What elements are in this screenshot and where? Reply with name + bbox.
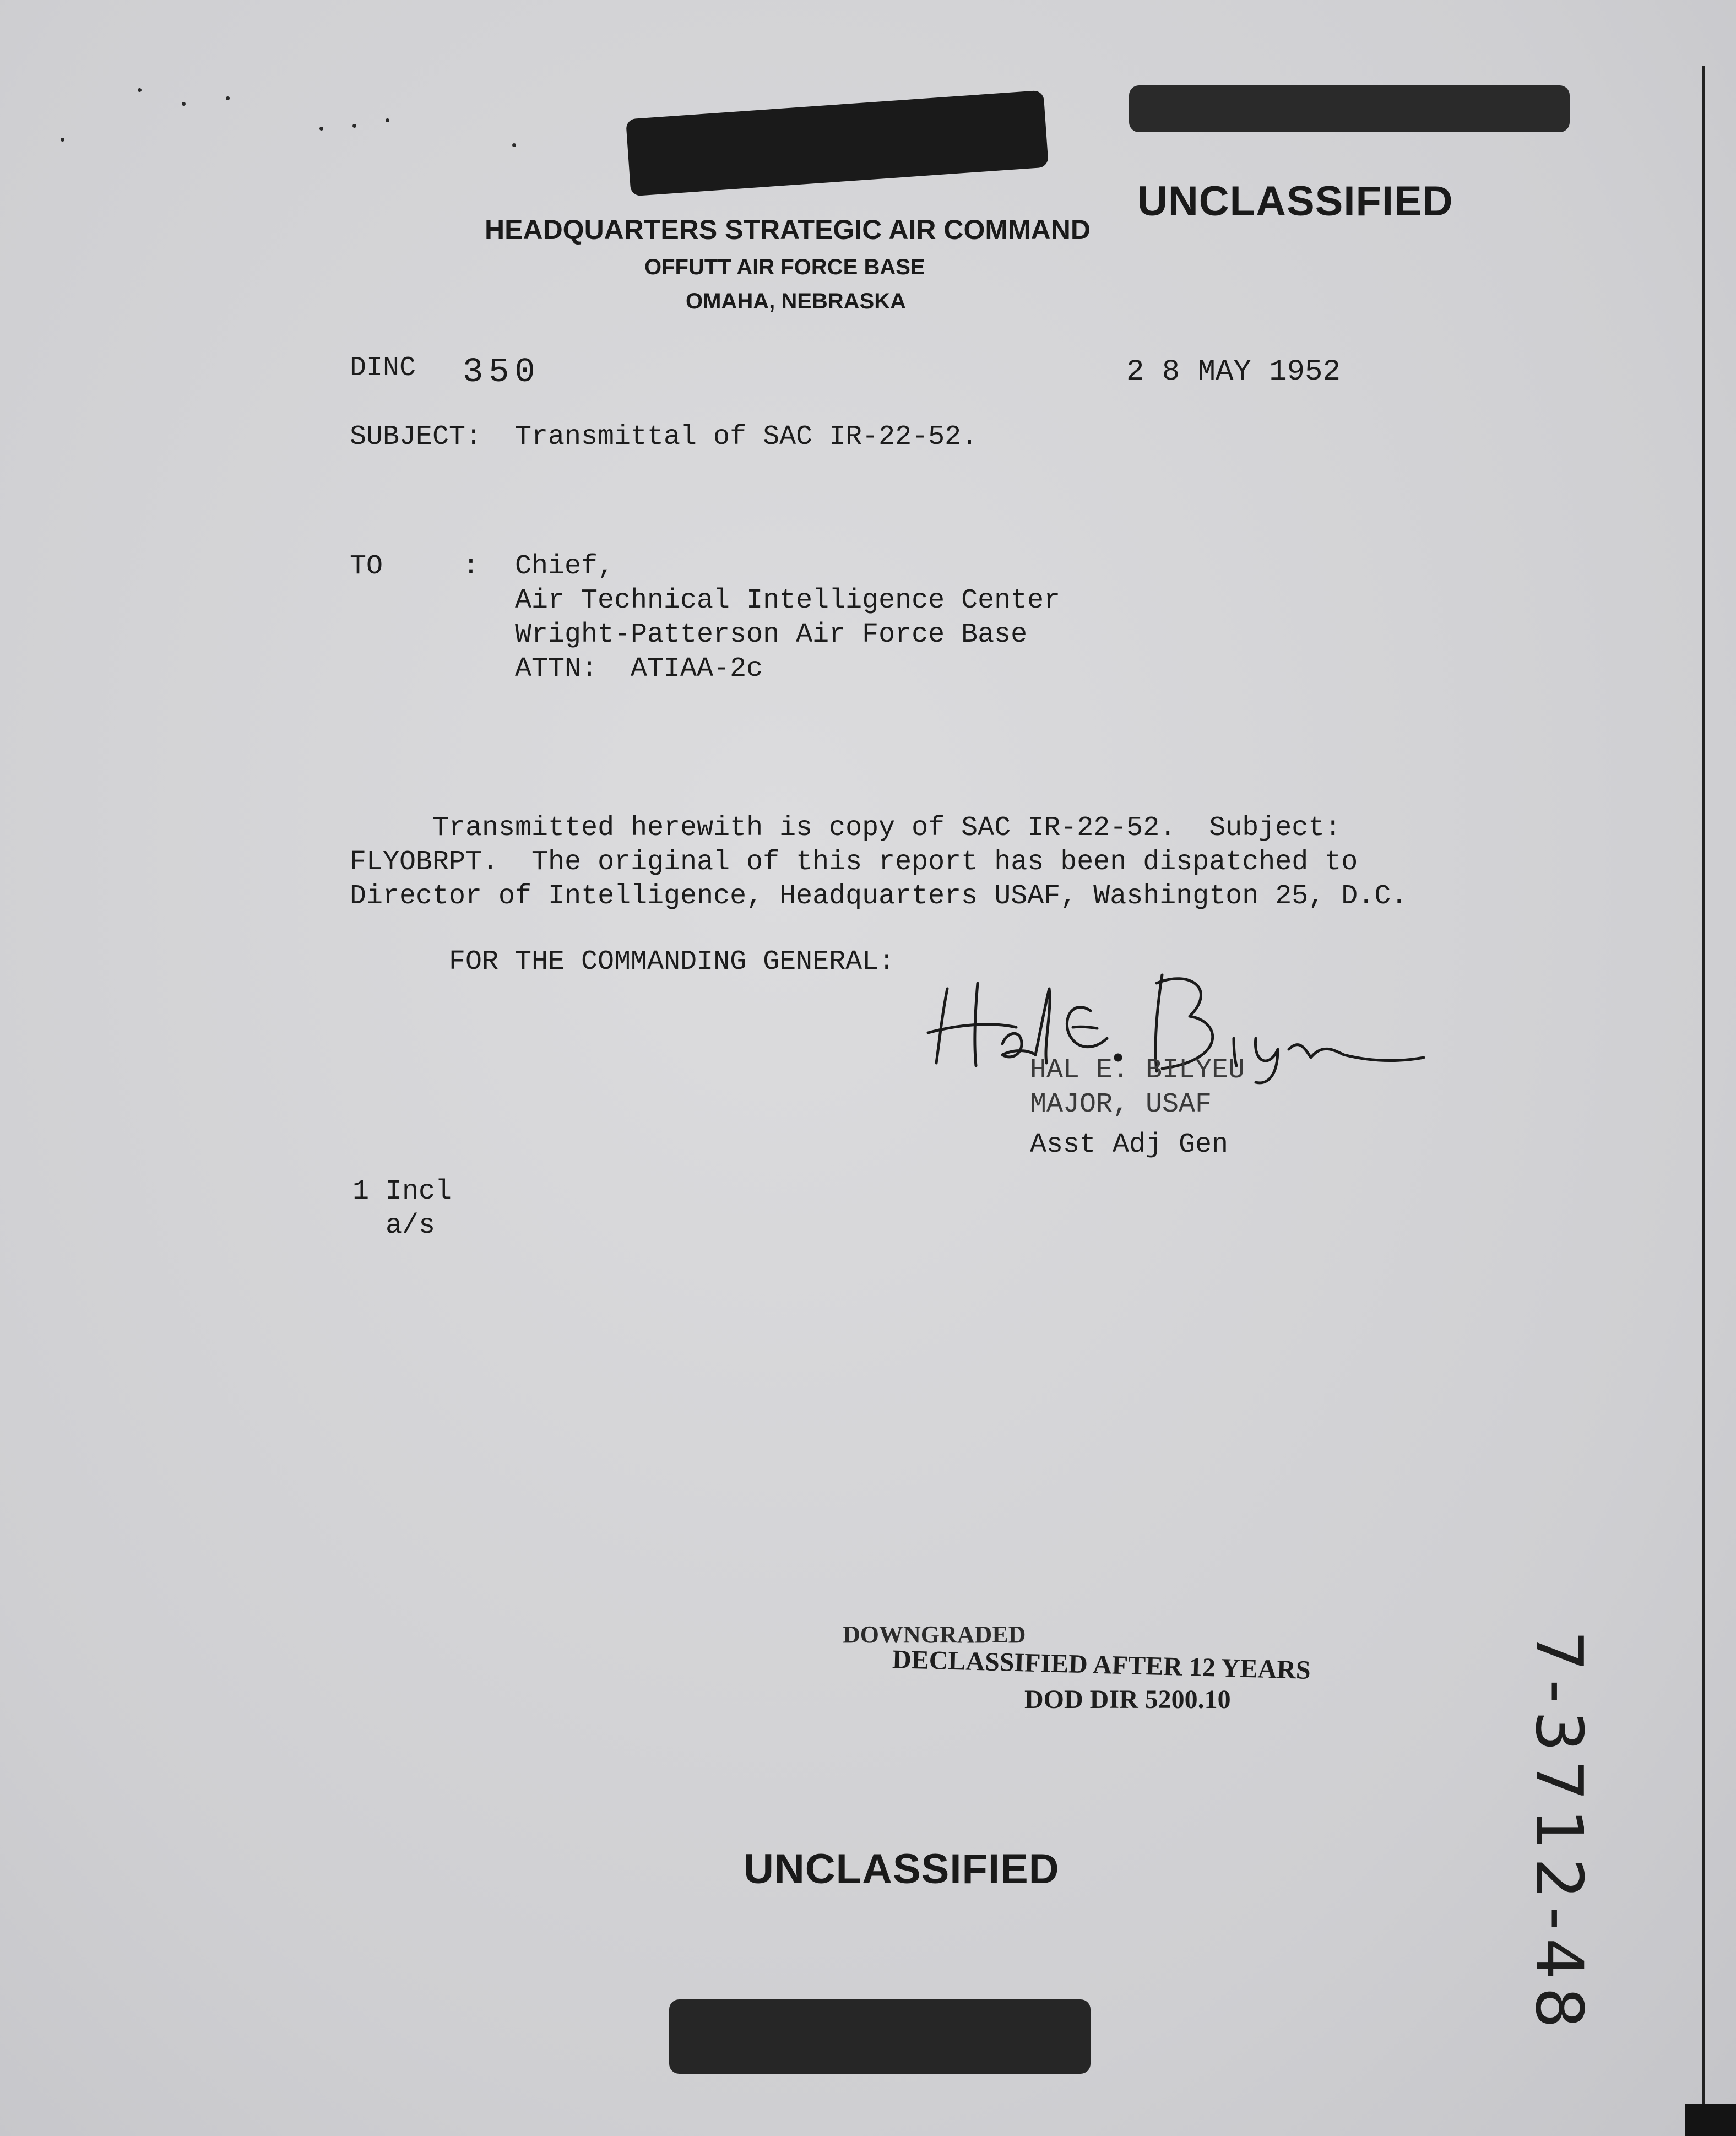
to-line: Chief, (515, 551, 615, 582)
scan-corner (1685, 2104, 1736, 2136)
signature-name: HAL E. BILYEU (1030, 1055, 1245, 1086)
downgrade-stamp-line1: DOWNGRADED (843, 1621, 1026, 1648)
speck (61, 138, 64, 142)
signature-title: Asst Adj Gen (1030, 1129, 1229, 1161)
letterhead-line3: OMAHA, NEBRASKA (686, 289, 906, 313)
signature-rank: MAJOR, USAF (1030, 1089, 1212, 1120)
speck (352, 124, 356, 128)
speck (512, 143, 516, 147)
to-separator: : (463, 551, 480, 582)
body-line: FLYOBRPT. The original of this report has been dispatched to (350, 847, 1358, 878)
letterhead-line2: OFFUTT AIR FORCE BASE (644, 255, 925, 279)
speck (138, 88, 142, 92)
body-line: Director of Intelligence, Headquarters USAF, Washington 25, D.C. (350, 881, 1408, 912)
to-line: Wright-Patterson Air Force Base (515, 619, 1028, 650)
body-line: Transmitted herewith is copy of SAC IR-22-52. Subject: (350, 812, 1342, 844)
enclosure-line: a/s (386, 1210, 436, 1242)
file-code: DINC (350, 353, 416, 384)
speck (226, 96, 230, 100)
downgrade-stamp-line3: DOD DIR 5200.10 (1024, 1685, 1231, 1714)
redaction-bar-bottom (669, 1999, 1091, 2074)
subject-text: Transmittal of SAC IR-22-52. (515, 421, 978, 453)
speck (386, 118, 389, 122)
closing-line: FOR THE COMMANDING GENERAL: (449, 946, 896, 978)
to-label: TO (350, 551, 383, 582)
speck (182, 102, 186, 106)
to-line: ATTN: ATIAA-2c (515, 653, 763, 685)
subject-label: SUBJECT: (350, 421, 482, 453)
margin-file-number: 7-3712-48 (1521, 1630, 1597, 2036)
file-number: 350 (463, 353, 541, 392)
classification-stamp-top: UNCLASSIFIED (1137, 178, 1453, 225)
downgrade-stamp-line2: DECLASSIFIED AFTER 12 YEARS (892, 1645, 1311, 1685)
date-stamp: 2 8 MAY 1952 (1126, 355, 1341, 389)
scan-edge (1702, 66, 1705, 2136)
redaction-bar-top (626, 90, 1049, 197)
redaction-bar-right (1129, 85, 1570, 132)
enclosure-line: 1 Incl (352, 1176, 452, 1207)
letterhead-line1: HEADQUARTERS STRATEGIC AIR COMMAND (485, 214, 1091, 245)
classification-stamp-bottom: UNCLASSIFIED (744, 1846, 1060, 1893)
to-line: Air Technical Intelligence Center (515, 585, 1061, 616)
speck (319, 127, 323, 131)
